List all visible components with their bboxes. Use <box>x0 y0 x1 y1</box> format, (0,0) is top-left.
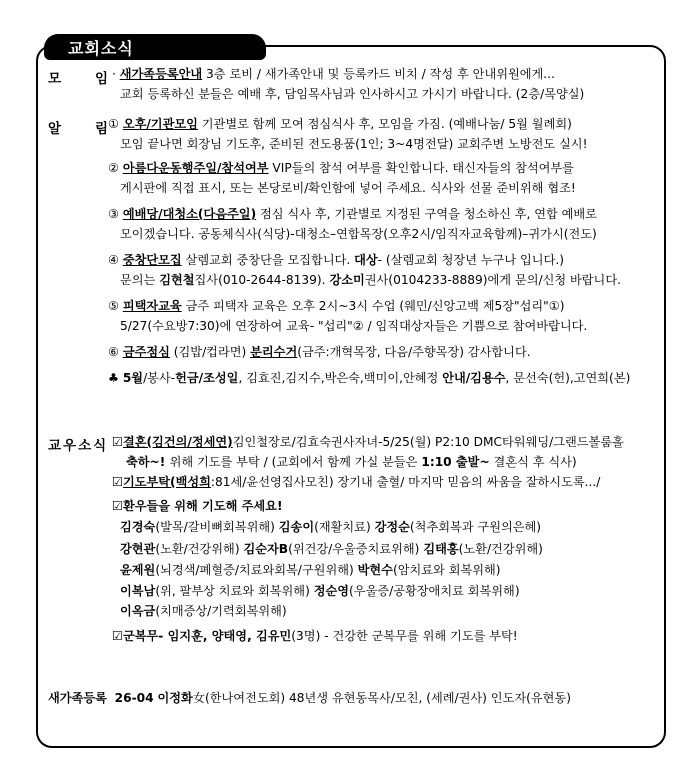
label-al: 알 <box>48 121 62 137</box>
military-line: ☑군복무- 임지훈, 양태영, 김유민(3명) - 건강한 군복무를 위해 기도를 부탁! <box>112 629 518 643</box>
notice-4: ④ 중창단모집 살렘교회 중창단을 모집합니다. 대상- (살렘교회 청장년 누구나 입니다.) <box>108 253 564 267</box>
club-icon: ♣ <box>108 371 119 385</box>
notice-4-line-2: 문의는 김현철집사(010-2644-8139). 강소미권사(0104233-8889)에게 문의/신청 바랍니다. <box>120 273 621 287</box>
patients-row-5: 이옥금(치매증상/기력회복위해) <box>120 604 287 618</box>
meeting-line-2: 교회 등록하신 분들은 예배 후, 담임목사님과 인사하시고 가시기 바랍니다. (2층/목양실) <box>120 87 585 101</box>
label-mo: 모 <box>48 71 62 87</box>
notice-5: ⑤ 피택자교육 금주 피택자 교육은 오후 2시~3시 수업 (웨민/신앙고백 제5장"섭리"①) <box>108 299 565 313</box>
checkbox-icon: ☑ <box>112 499 123 513</box>
notice-3: ③ 예배당/대청소(다음주일) 점심 식사 후, 기관별로 지정된 구역을 청소하신 후, 연합 예배로 <box>108 207 597 221</box>
label-im: 임 <box>95 71 109 87</box>
label-rim: 림 <box>95 121 109 137</box>
notice-5-line-2: 5/27(수요방7:30)에 연장하여 교육- "섭리"② / 임직대상자들은 기쁨으로 참여바랍니다. <box>120 319 588 333</box>
wedding-line-2: 축하~! 위해 기도를 부탁 / (교회에서 함께 가실 분들은 1:10 출발~ 결혼식 후 식사) <box>126 455 577 469</box>
notice-6: ⑥ 금주점심 (김밥/컵라면) 분리수거(금주:개혁목장, 다음/주향목장) 감사합니다. <box>108 345 531 359</box>
patients-row-3: 윤제원(뇌경색/폐혈증/치료와회복/구원위해) 박현수(암치료와 회복위해) <box>120 563 501 577</box>
notice-3-line-2: 모이겠습니다. 공동체식사(식당)-대청소–연합목장(오후2시/임직자교육함께)–귀가시(전도) <box>120 227 597 241</box>
checkbox-icon: ☑ <box>112 475 123 489</box>
patients-row-4: 이복남(위, 팔부상 치료와 회복위해) 정순영(우울증/공황장애치료 회복위해) <box>120 584 520 598</box>
patients-row-1: 김경숙(발목/갈비뼈회복위해) 김송이(재활치료) 강정순(척추회복과 구원의은혜) <box>120 520 542 534</box>
section-title: 교회소식 <box>68 39 134 58</box>
new-family-line: 새가족등록 26-04 이정화女(한나여전도회) 48년생 유현동목사/모친, (세례/권사) 인도자(유현동) <box>48 691 571 705</box>
volunteer-line: ♣ 5월/봉사-헌금/조성일, 김효진,김지수,박은숙,백미이,안혜정 안내/김용수, 문선숙(헌),고연희(본) <box>108 371 631 385</box>
checkbox-icon: ☑ <box>112 435 123 449</box>
meeting-line-1: · 새가족등록안내 3층 로비 / 새가족안내 및 등록카드 비치 / 작성 후 안내위원에게... <box>112 67 555 81</box>
patients-row-2: 강현관(노환/건강위해) 김순자B(위건강/우울증치료위해) 김태홍(노환/건강위해) <box>120 542 543 556</box>
notice-1-line-2: 모임 끝나면 회장님 기도후, 준비된 전도용품(1인; 3~4명전달) 교회주변 노방전도 실시! <box>120 137 588 151</box>
patients-title: ☑환우들을 위해 기도해 주세요! <box>112 499 283 513</box>
notice-2-line-2: 게시판에 직접 표시, 또는 본당로비/확인함에 넣어 주세요. 식사와 선물 준비위해 협조! <box>120 181 576 195</box>
new-family-guide-title: 새가족등록안내 <box>119 67 203 81</box>
prayer-request-line: ☑기도부탁(백성희:81세/윤선영집사모친) 장기내 출혈/ 마지막 믿음의 싸움을 잘하시도록.../ <box>112 475 601 489</box>
label-members: 교우소식 <box>48 438 109 454</box>
wedding-line: ☑결혼(김건의/정세연)김인철장로/김효숙권사자녀-5/25(월) P2:10 DMC타워웨딩/그랜드볼룸홀 <box>112 435 624 449</box>
checkbox-icon: ☑ <box>112 629 123 643</box>
notice-2: ② 아름다운동행주일/참석여부 VIP들의 참석 여부를 확인합니다. 태신자들의 참석여부를 <box>108 161 574 175</box>
notice-1: ① 오후/기관모임 기관별로 함께 모여 점심식사 후, 모임을 가짐. (예배나눔/ 5월 월례회) <box>108 117 572 131</box>
